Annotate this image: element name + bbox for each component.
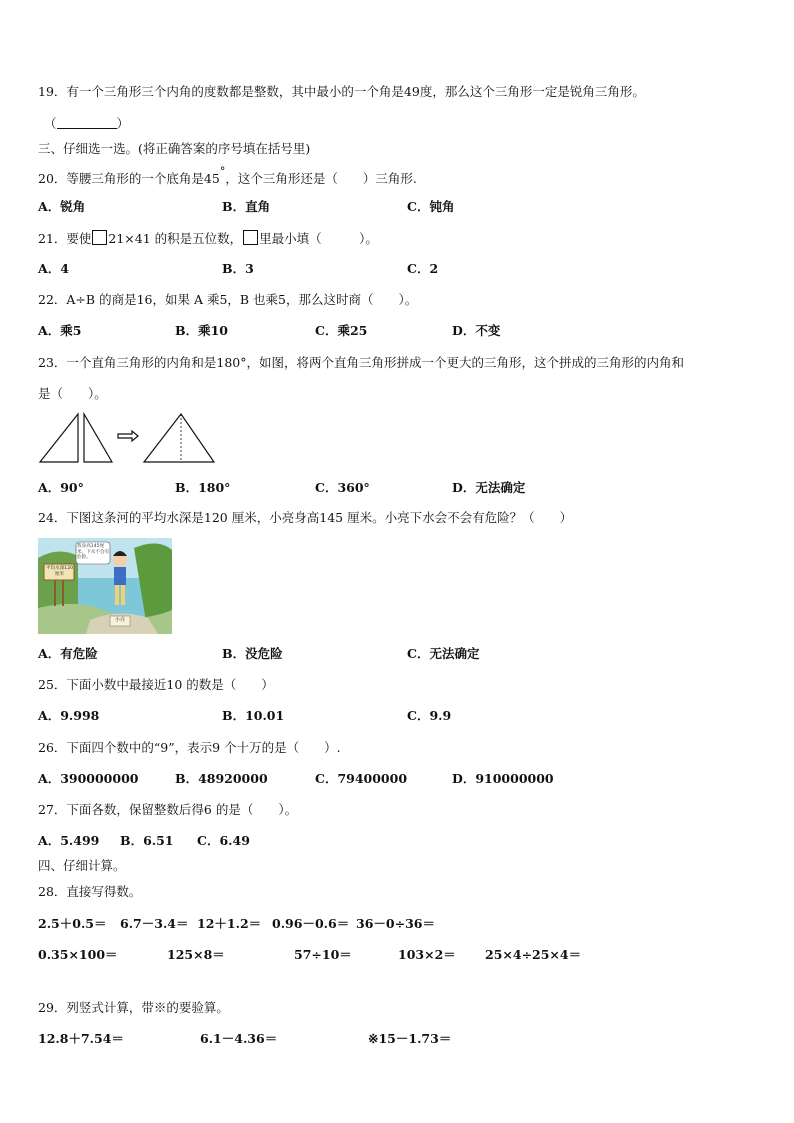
q23-option-b[interactable]: B．180° [175,480,231,495]
q21-part2: 21×41 的积是五位数， [108,231,243,246]
q21-box-1 [92,230,107,245]
q24-name-tag: 小亮 [114,617,125,623]
q28-row2-item-3: 57÷10＝ [294,947,352,962]
q26-option-d[interactable]: D．910000000 [452,771,554,786]
q25-option-a[interactable]: A．9.998 [38,708,100,723]
q27-option-b[interactable]: B．6.51 [120,833,174,848]
q23-triangles-figure [38,410,218,466]
q24-depth-sign: 平均水深120厘米 [45,566,74,577]
q22-option-c[interactable]: C．乘25 [315,323,368,338]
q21-text [38,230,378,247]
q19-paren-open: （ [44,116,57,131]
q19-answer-blank[interactable] [44,116,129,132]
q26-option-c[interactable]: C．79400000 [315,771,408,786]
q28-row1-item-1: 2.5＋0.5＝ [38,916,107,931]
q21-option-b[interactable]: B．3 [222,261,254,276]
q21-box-2 [243,230,258,245]
q26-option-b[interactable]: B．48920000 [175,771,268,786]
q20-text-before: 20．等腰三角形的一个底角是45 [38,171,220,187]
q28-row1-item-4: 0.96－0.6＝ [272,916,350,931]
q22-option-b[interactable]: B．乘10 [175,323,228,338]
q24-text: 24．下图这条河的平均水深是120 厘米，小亮身高145 厘米。小亮下水会不会有危险？（ ） [38,510,573,525]
q26-text: 26．下面四个数中的“9”，表示9 个十万的是（ ）. [38,740,341,755]
q19-text: 19．有一个三角形三个内角的度数都是整数，其中最小的一个角是49度，那么这个三角形一定是锐角三角形。 [38,84,645,99]
q20-degree: ° [219,165,226,178]
q28-row1-item-5: 36－0÷36＝ [356,916,435,931]
q22-text: 22．A÷B 的商是16，如果 A 乘5，B 也乘5，那么这时商（ ）。 [38,292,418,307]
q23-combined-triangle [144,414,214,462]
q21-option-c[interactable]: C．2 [407,261,439,276]
q25-option-c[interactable]: C．9.9 [407,708,452,723]
q23-option-c[interactable]: C．360° [315,480,370,495]
q23-two-right-triangles [40,414,112,462]
q29-text: 29．列竖式计算，带※的要验算。 [38,1000,229,1015]
q29-item-1: 12.8＋7.54＝ [38,1031,124,1046]
q29-item-3: ※15－1.73＝ [368,1031,452,1046]
q24-option-c[interactable]: C．无法确定 [407,646,480,661]
q27-text: 27．下面各数，保留整数后得6 的是（ ）。 [38,802,298,817]
q23-arrow-icon [118,431,138,441]
q21-part1: 21．要使 [38,231,92,246]
q20-option-b[interactable]: B．直角 [222,199,271,214]
section4-heading: 四、仔细计算。 [38,858,126,873]
section3-heading: 三、仔细选一选。(将正确答案的序号填在括号里) [38,141,311,156]
q24-option-b[interactable]: B．没危险 [222,646,283,661]
q28-row1-item-2: 6.7－3.4＝ [120,916,189,931]
q24-river-illustration [38,538,172,634]
q23-text-line2: 是（ ）。 [38,386,107,401]
q21-part3: 里最小填（ ）。 [259,231,378,246]
q21-option-a[interactable]: A．4 [38,261,69,276]
q20-text-after: ，这个三角形还是（ ）三角形. [225,171,417,187]
q27-option-a[interactable]: A．5.499 [38,833,100,848]
q20-text [38,167,417,187]
q28-row2-item-2: 125×8＝ [167,947,225,962]
q22-option-d[interactable]: D．不变 [452,323,501,338]
q19-paren-close: ） [116,116,130,131]
q24-speech-bubble: 我身高145厘米，下水不会有危险。 [77,544,110,560]
q26-option-a[interactable]: A．390000000 [38,771,139,786]
q29-item-2: 6.1－4.36＝ [200,1031,278,1046]
q23-text-line1: 23．一个直角三角形的内角和是180°，如图，将两个直角三角形拼成一个更大的三角形，这个拼成的三角形的内角和 [38,355,685,370]
q28-row2-item-5: 25×4÷25×4＝ [485,947,582,962]
q25-option-b[interactable]: B．10.01 [222,708,285,723]
q28-row1-item-3: 12＋1.2＝ [197,916,262,931]
q24-option-a[interactable]: A．有危险 [38,646,98,661]
q20-option-c[interactable]: C．钝角 [407,199,455,214]
q28-row2-item-4: 103×2＝ [398,947,456,962]
q20-option-a[interactable]: A．锐角 [38,199,86,214]
q23-option-a[interactable]: A．90° [38,480,84,495]
q19-blank-line [57,116,117,129]
q25-text: 25．下面小数中最接近10 的数是（ ） [38,677,274,692]
q27-option-c[interactable]: C．6.49 [197,833,250,848]
q28-row2-item-1: 0.35×100＝ [38,947,118,962]
q23-option-d[interactable]: D．无法确定 [452,480,526,495]
q28-text: 28．直接写得数。 [38,884,142,899]
q22-option-a[interactable]: A．乘5 [38,323,82,338]
